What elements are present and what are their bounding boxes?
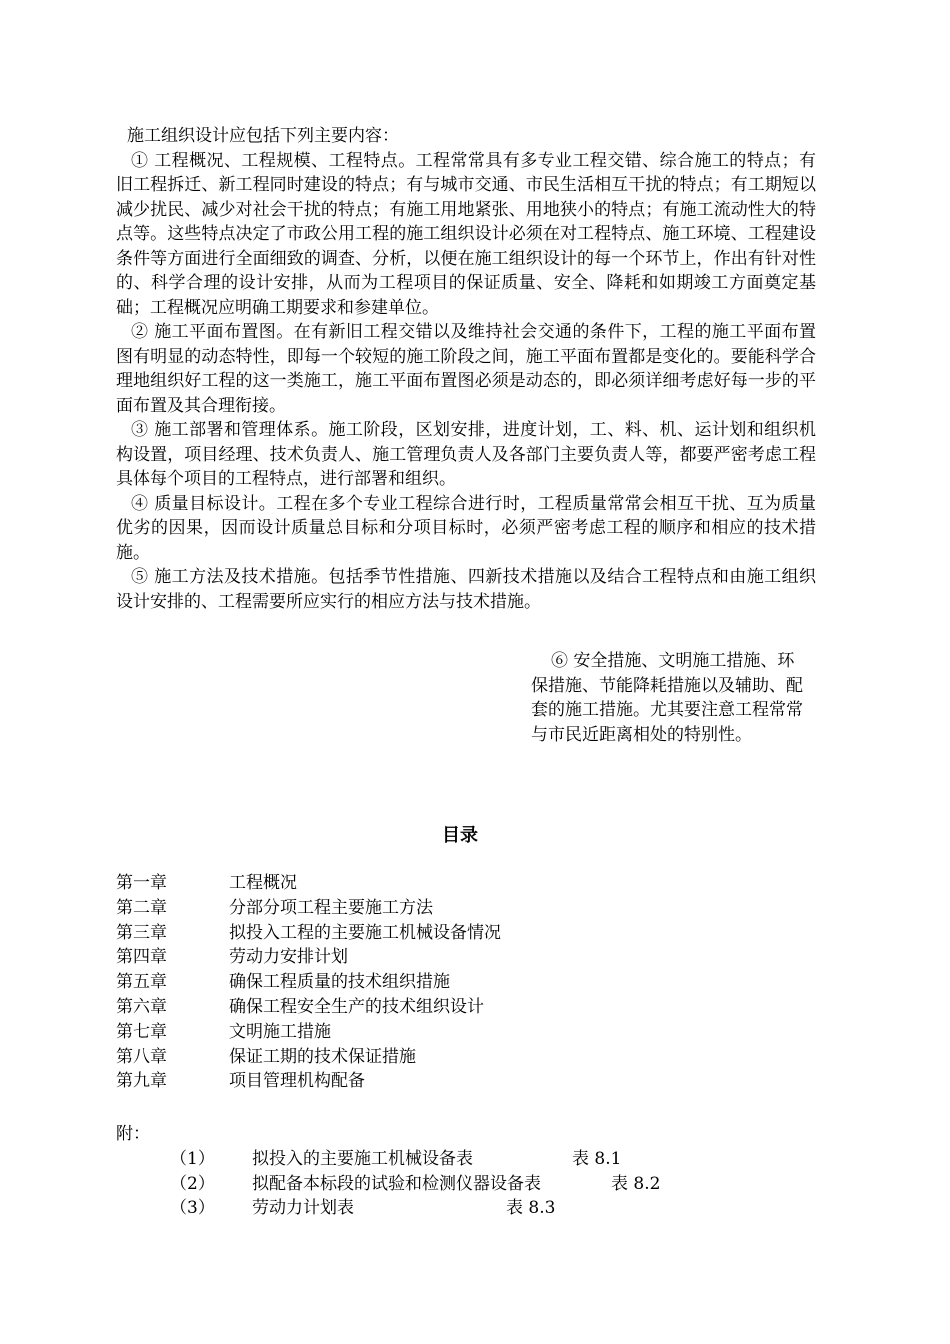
toc-entry [116,1020,716,1045]
appendix-table-ref: 表 8.1 [572,1149,622,1169]
table-of-contents [116,871,716,1094]
toc-chapter-label: 第五章 [116,972,167,993]
toc-chapter-label: 第八章 [116,1046,167,1067]
item-4-quality-target: ④ 质量目标设计。工程在多个专业工程综合进行时，工程质量常常会相互干扰、互为质量优劣的因果，因而设计质量总目标和分项目标时，必须严密考虑工程的顺序和相应的技术措施。 [116,493,816,563]
toc-chapter-title: 拟投入工程的主要施工机械设备情况 [229,922,501,943]
toc-chapter-title: 保证工期的技术保证措施 [229,1046,416,1067]
appendix-item [170,1147,730,1172]
toc-entry [116,970,716,995]
toc-chapter-label: 第二章 [116,897,167,918]
appendix-label: 附： [116,1124,150,1144]
item-2-site-layout: ② 施工平面布置图。在有新旧工程交错以及维持社会交通的条件下，工程的施工平面布置图有明显的动态特性，即每一个较短的施工阶段之间，施工平面布置都是变化的。要能科学合理地组织好工程的这一类施工，施工平面布置图必须是动态的，即必须详细考虑好每一步的平面布置及其合理衔接。 [116,322,816,416]
toc-chapter-title: 劳动力安排计划 [229,947,348,968]
appendix-item-name: 拟配备本标段的试验和检测仪器设备表 [252,1173,541,1194]
appendix-table-ref: 表 8.2 [611,1173,661,1194]
toc-chapter-label: 第七章 [116,1021,167,1042]
item-1-project-overview: ① 工程概况、工程规模、工程特点。工程常常具有多专业工程交错、综合施工的特点；有旧工程拆迁、新工程同时建设的特点；有与城市交通、市民生活相互干扰的特点；有工期短以减少扰民、减少对社会干扰的特点；有施工用地紧张、用地狭小的特点；有施工流动性大的特点等。这些特点决定了市政公用工程的施工组织设计必须在对工程特点、施工环境、工程建设条件等方面进行全面细致的调查、分析，以便在施工组织设计的每一个环节上，作出有针对性的、科学合理的设计安排，从而为工程项目的保证质量、安全、降耗和如期竣工方面奠定基础；工程概况应明确工期要求和参建单位。 [116,150,816,318]
toc-entry [116,921,716,946]
toc-chapter-title: 文明施工措施 [229,1021,331,1042]
item-3-deployment-management: ③ 施工部署和管理体系。施工阶段，区划安排，进度计划，工、料、机、运计划和组织机构设置，项目经理、技术负责人、施工管理负责人及各部门主要负责人等，都要严密考虑工程具体每个项目的工程特点，进行部署和组织。 [116,420,816,489]
toc-chapter-label: 第九章 [116,1071,167,1092]
toc-chapter-title: 确保工程质量的技术组织措施 [229,972,450,993]
appendix-item-number: （1） [170,1149,215,1169]
toc-entry [116,1069,716,1094]
toc-entry [116,871,716,896]
design-content-section [116,124,816,614]
toc-chapter-label: 第三章 [116,922,167,943]
appendix-item-number: （2） [170,1173,215,1194]
toc-chapter-label: 第六章 [116,996,167,1017]
item-5-construction-methods: ⑤ 施工方法及技术措施。包括季节性措施、四新技术措施以及结合工程特点和由施工组织设计安排的、工程需要所应实行的相应方法与技术措施。 [116,567,816,612]
toc-chapter-title: 项目管理机构配备 [229,1071,365,1092]
appendix-item [170,1172,730,1197]
toc-entry [116,995,716,1020]
toc-chapter-label: 第四章 [116,947,167,968]
toc-entry [116,945,716,970]
item-6-safety-measures: ⑥ 安全措施、文明施工措施、环保措施、节能降耗措施以及辅助、配套的施工措施。尤其要注意工程常常与市民近距离相处的特别性。 [531,651,803,745]
toc-entry [116,1045,716,1070]
appendix-item-name: 拟投入的主要施工机械设备表 [252,1149,473,1169]
appendix-list [170,1147,730,1221]
appendix-item-number: （3） [170,1198,215,1218]
toc-chapter-title: 确保工程安全生产的技术组织设计 [229,996,484,1017]
toc-chapter-title: 工程概况 [229,873,297,893]
toc-chapter-title: 分部分项工程主要施工方法 [229,897,433,918]
toc-chapter-label: 第一章 [116,873,167,893]
toc-entry [116,896,716,921]
toc-title: 目录 [442,825,478,846]
appendix-item-name: 劳动力计划表 [252,1198,354,1218]
intro-paragraph: 施工组织设计应包括下列主要内容： [127,126,399,146]
appendix-item [170,1196,730,1221]
appendix-table-ref: 表 8.3 [506,1198,556,1218]
